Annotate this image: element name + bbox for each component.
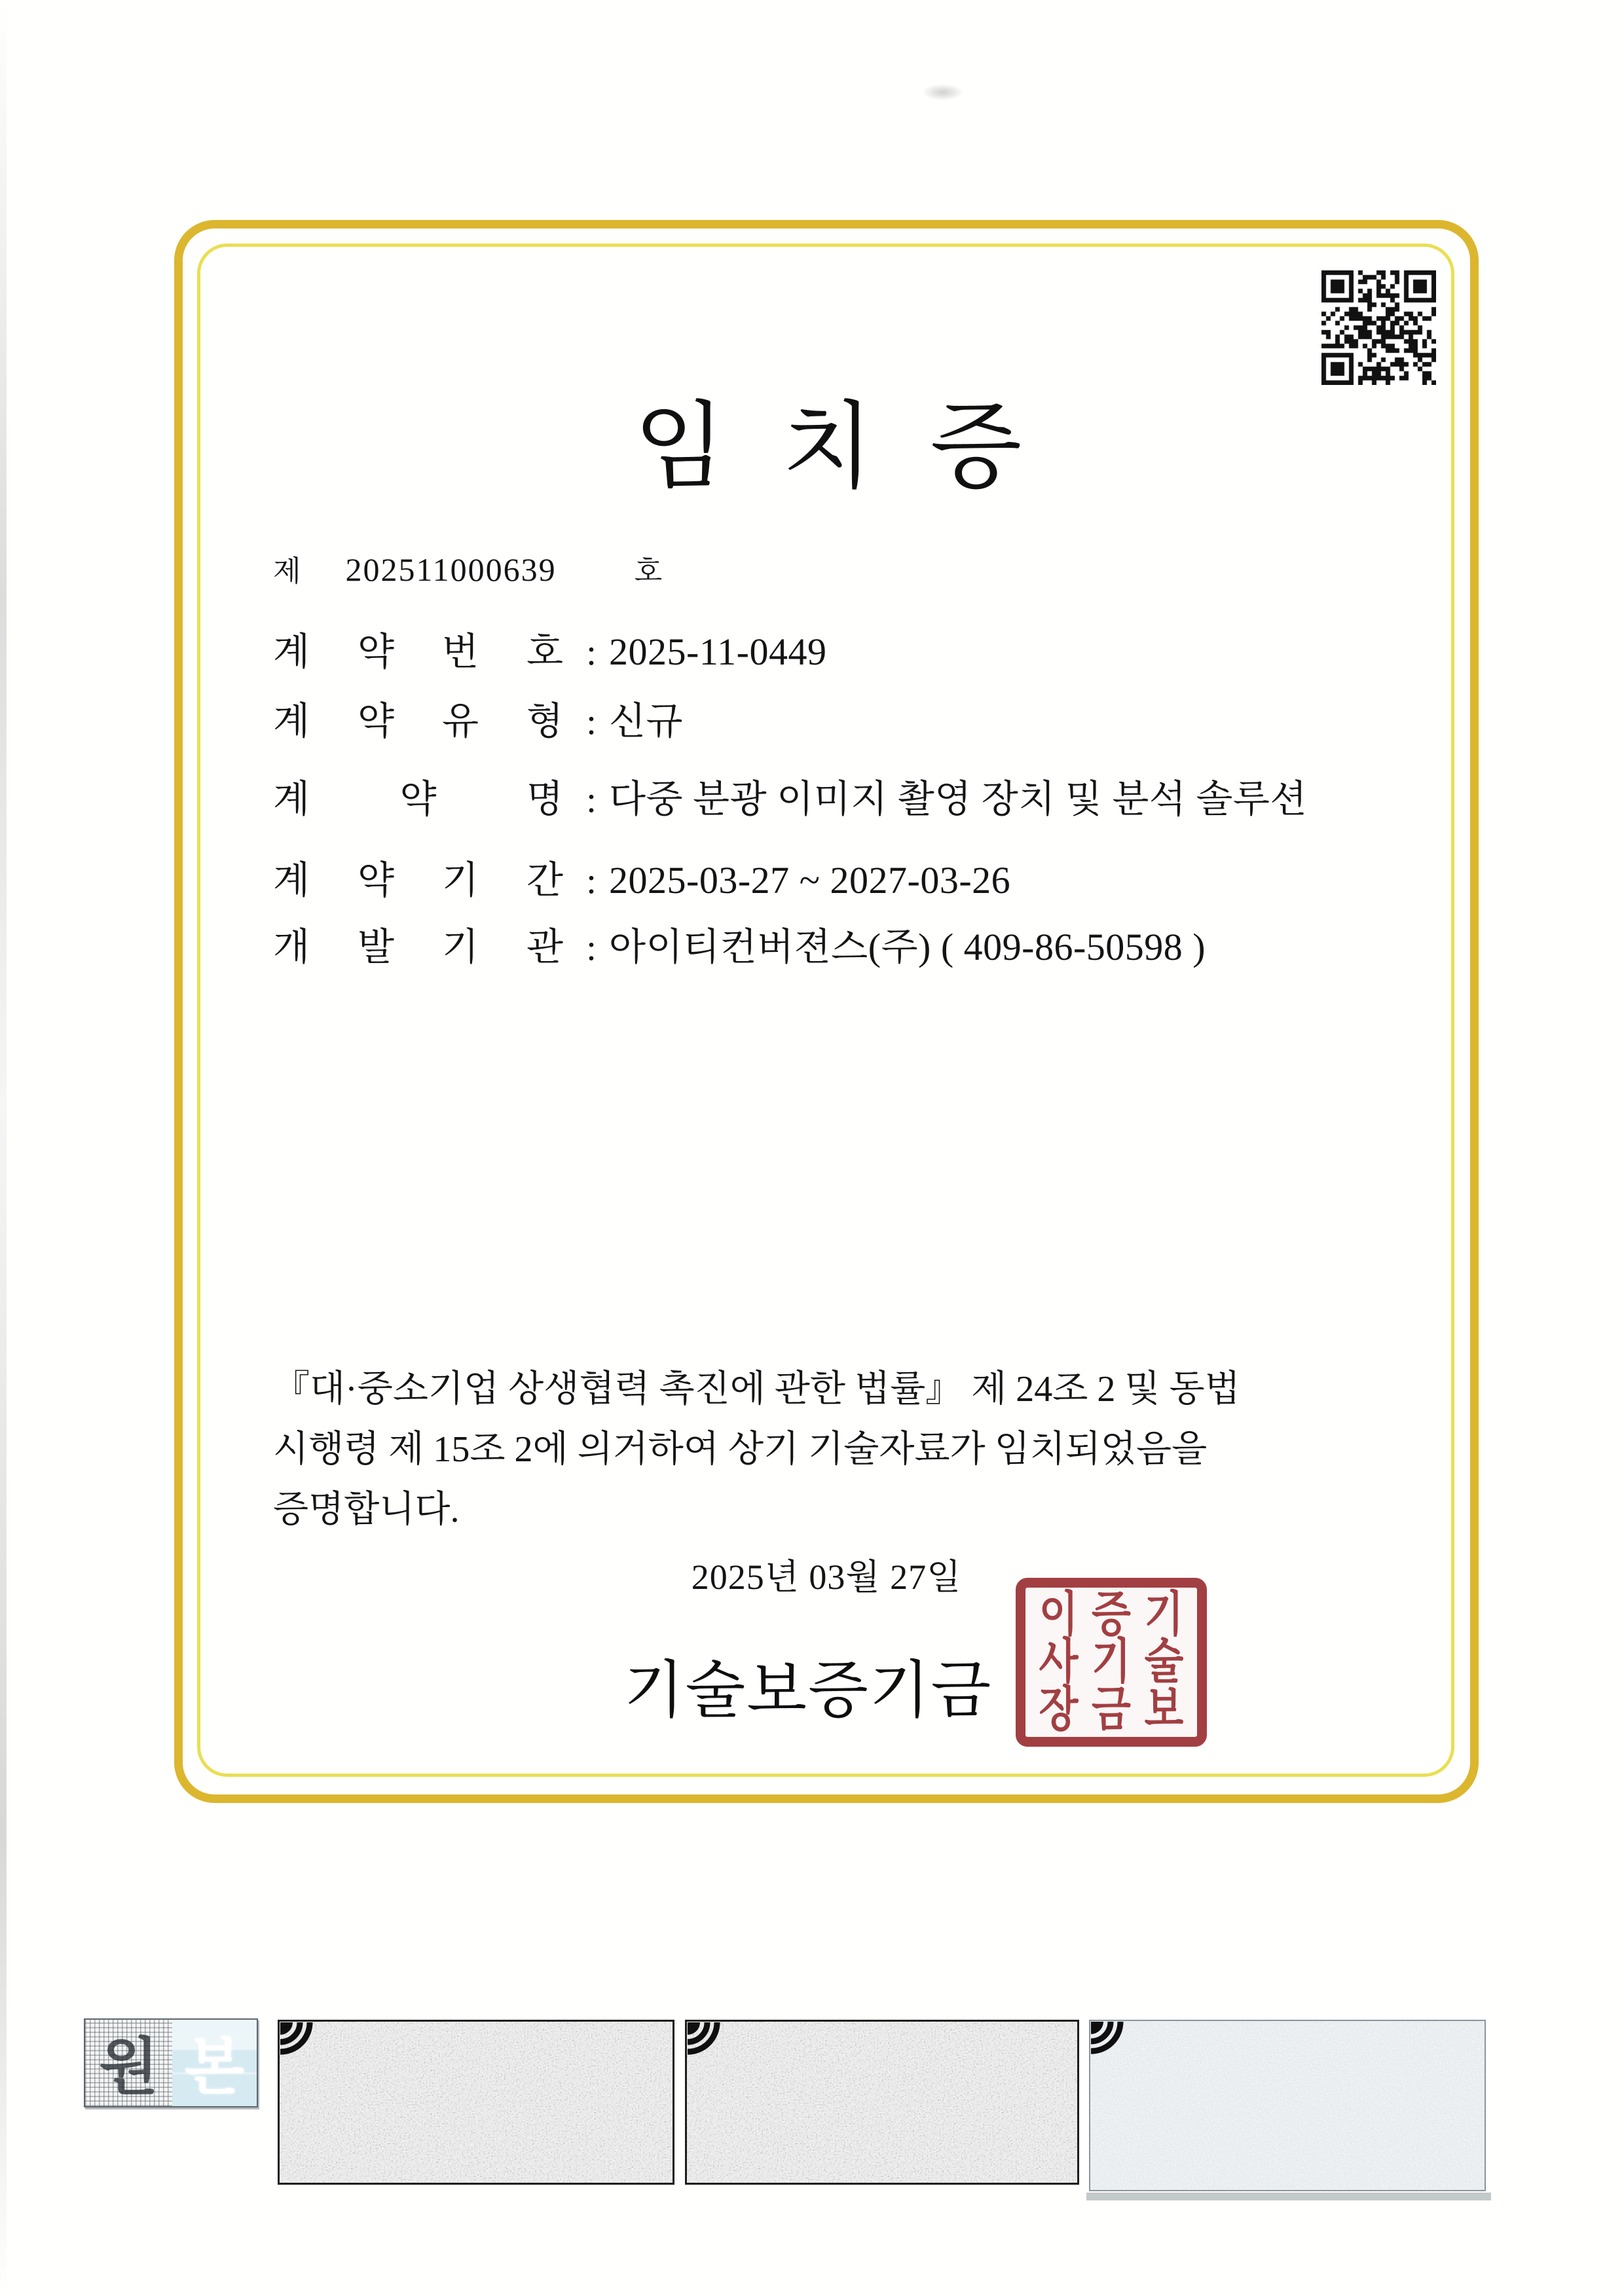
watermark-crosshatch-half bbox=[85, 2020, 172, 2106]
seal-column-middle bbox=[1092, 1588, 1131, 1737]
seal-column-left bbox=[1039, 1588, 1079, 1737]
security-pattern-block-3 bbox=[1089, 2020, 1486, 2191]
seal-char: 기 bbox=[1144, 1588, 1184, 1641]
seal-column-right bbox=[1145, 1588, 1184, 1737]
watermark-char-won: 원 bbox=[99, 2033, 158, 2102]
signal-arcs-icon bbox=[686, 2020, 729, 2064]
seal-char: 금 bbox=[1092, 1683, 1131, 1736]
field-developer-org bbox=[273, 916, 1206, 971]
certificate-title: 임 치 증 bbox=[633, 395, 1030, 500]
seal-char: 증 bbox=[1092, 1588, 1131, 1641]
issue-date: 2025년 03월 27일 bbox=[691, 1558, 962, 1597]
watermark-char-bon: 본 bbox=[185, 2033, 244, 2102]
doc-number-value: 202511000639 bbox=[345, 551, 557, 588]
noise-texture bbox=[1090, 2021, 1485, 2190]
field-contract-type bbox=[273, 690, 683, 745]
seal-char: 장 bbox=[1039, 1683, 1079, 1736]
security-pattern-block-1 bbox=[278, 2020, 674, 2185]
colon: : bbox=[586, 861, 597, 902]
noise-texture bbox=[687, 2022, 1077, 2183]
signal-arcs-icon bbox=[1089, 2020, 1132, 2063]
field-contract-period bbox=[273, 849, 1010, 904]
seal-char: 이 bbox=[1039, 1588, 1079, 1641]
seal-char: 보 bbox=[1144, 1683, 1184, 1736]
official-seal bbox=[1016, 1578, 1207, 1747]
field-label: 계 약 유 형 bbox=[273, 700, 563, 742]
security-pattern-block-2 bbox=[685, 2020, 1079, 2185]
doc-number-prefix: 제 bbox=[273, 555, 301, 587]
colon: : bbox=[586, 928, 597, 968]
colon: : bbox=[586, 702, 597, 742]
seal-char: 기 bbox=[1092, 1635, 1131, 1689]
colon: : bbox=[586, 780, 597, 820]
issuer-name: 기술보증기금 bbox=[623, 1656, 993, 1725]
field-value: 신규 bbox=[609, 700, 684, 742]
colon: : bbox=[586, 632, 597, 673]
field-contract-number bbox=[273, 621, 826, 676]
statement-line-3: 증명합니다. bbox=[273, 1489, 460, 1530]
field-label: 계 약 명 bbox=[273, 778, 563, 820]
statement-line-2: 시행령 제 15조 2에 의거하여 상기 기술자료가 임치되었음을 bbox=[273, 1429, 1208, 1470]
seal-char: 술 bbox=[1144, 1635, 1184, 1689]
signal-arcs-icon bbox=[278, 2020, 322, 2064]
field-value: 2025-03-27 ~ 2027-03-26 bbox=[609, 859, 1011, 902]
field-contract-name bbox=[273, 768, 1307, 823]
field-label: 개 발 기 관 bbox=[273, 926, 563, 968]
field-value: 다중 분광 이미지 촬영 장치 및 분석 솔루션 bbox=[609, 778, 1307, 820]
seal-char: 사 bbox=[1039, 1635, 1079, 1689]
original-watermark-block bbox=[84, 2018, 258, 2107]
document-number-row bbox=[273, 547, 662, 589]
field-value: 아이티컨버젼스(주) ( 409-86-50598 ) bbox=[609, 926, 1206, 968]
field-value: 2025-11-0449 bbox=[609, 630, 827, 673]
scan-smudge-artifact bbox=[922, 84, 964, 101]
field-label: 계 약 기 간 bbox=[273, 859, 563, 902]
scan-edge-artifact bbox=[0, 0, 7, 2296]
watermark-blue-half bbox=[172, 2020, 257, 2106]
doc-number-suffix: 호 bbox=[634, 555, 663, 587]
field-label: 계 약 번 호 bbox=[273, 630, 563, 673]
qr-code bbox=[1321, 270, 1436, 385]
statement-line-1: 『대·중소기업 상생협력 촉진에 관한 법률』 제 24조 2 및 동법 bbox=[273, 1369, 1240, 1410]
certification-statement bbox=[273, 1359, 1308, 1540]
noise-texture bbox=[280, 2022, 673, 2183]
